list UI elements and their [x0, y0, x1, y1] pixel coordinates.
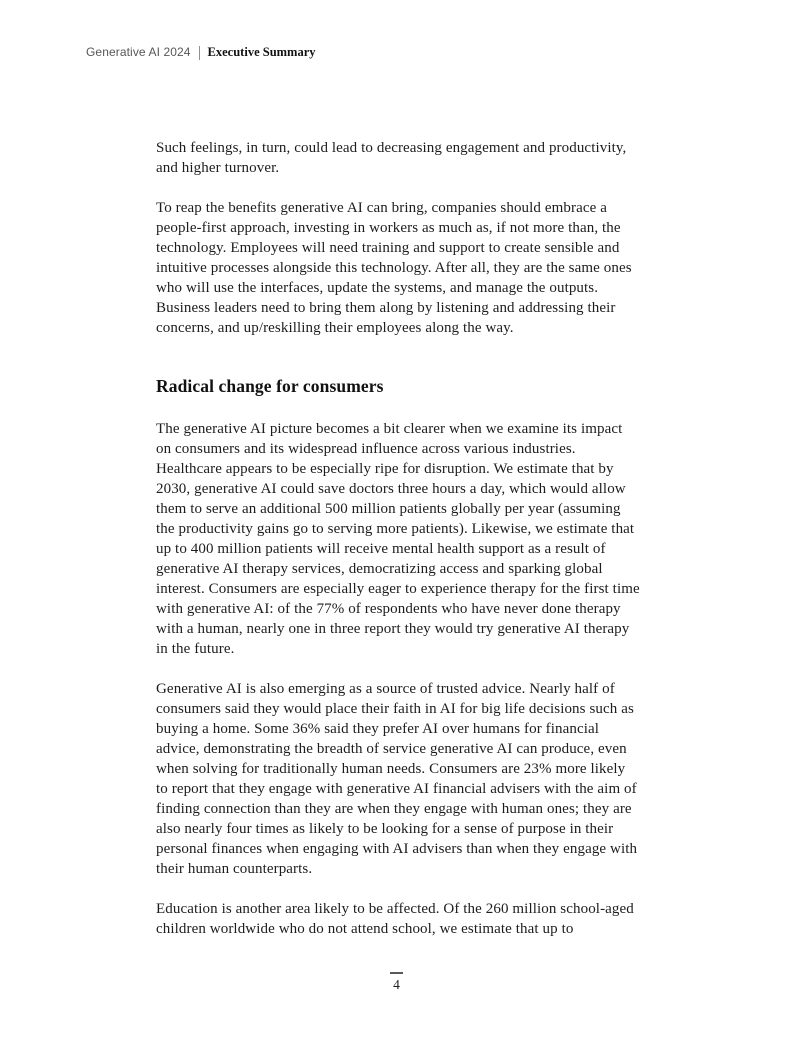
body-paragraph: The generative AI picture becomes a bit clearer when we examine its impact on consumers and its widespread influence across various industries. Healthcare appears to be especially ripe for disruption. We estimate that by 2030, generative AI could save doctors three hours a day, which would allow them to serve an additional 500 million patients globally per year (assuming the productivity gains go to serving more patients). Likewise, we estimate that up to 400 million patients will receive mental health support as a result of generative AI therapy services, democratizing access and sparking global interest. Consumers are especially eager to experience therapy for the first time with generative AI: of the 77% of respondents who have never done therapy with a human, nearly one in three report they would try generative AI therapy in the future. — [156, 421, 640, 657]
page-footer — [0, 972, 793, 994]
running-header — [86, 45, 316, 60]
body-paragraph: To reap the benefits generative AI can bring, companies should embrace a people-first approach, investing in workers as much as, if not more than, the technology. Employees will need training and support to create sensible and intuitive processes alongside this technology. After all, they are the same ones who will use the interfaces, update the systems, and manage the outputs. Business leaders need to bring them along by listening and addressing their concerns, and up/reskilling their employees along the way. — [156, 200, 632, 336]
report-title: Generative AI 2024 — [86, 45, 191, 59]
body-paragraph: Generative AI is also emerging as a source of trusted advice. Nearly half of consumers said they would place their faith in AI for big life decisions such as buying a home. Some 36% said they prefer AI over humans for financial advice, demonstrating the breadth of service generative AI can produce, even when solving for traditionally human needs. Consumers are 23% more likely to report that they engage with generative AI financial advisers with the aim of finding connection than they are when they engage with human ones; they are also nearly four times as likely to be looking for a sense of purpose in their personal finances when engaging with AI advisers than when they engage with their human counterparts. — [156, 681, 638, 877]
body-paragraph: Such feelings, in turn, could lead to decreasing engagement and productivity, and higher turnover. — [156, 140, 627, 176]
header-section-label: Executive Summary — [207, 45, 316, 59]
footer-rule — [390, 972, 403, 974]
section-heading: Radical change for consumers — [156, 376, 384, 396]
body-paragraph: Education is another area likely to be affected. Of the 260 million school-aged children worldwide who do not attend school, we estimate that up to — [156, 901, 634, 937]
body-text-column — [156, 138, 640, 959]
header-divider — [199, 46, 200, 60]
page-number: 4 — [393, 977, 400, 992]
